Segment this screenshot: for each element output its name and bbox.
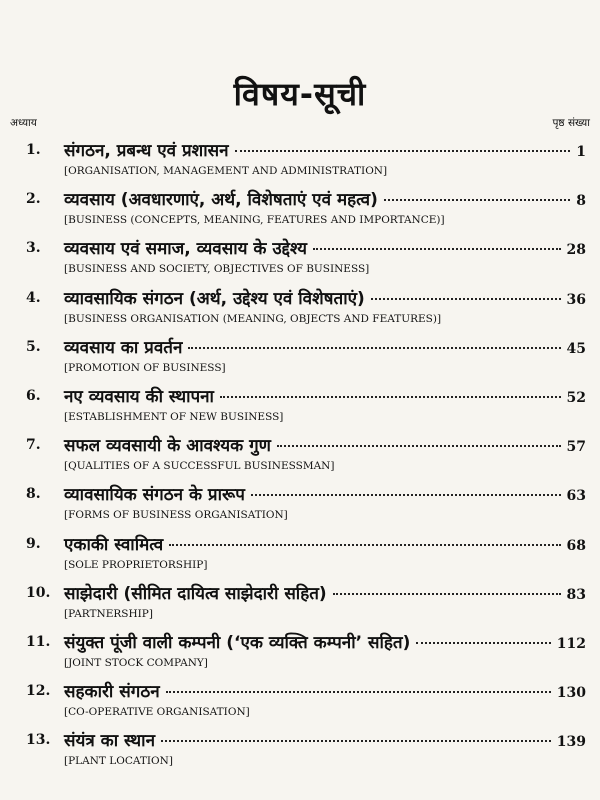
- dot-leader: [277, 445, 561, 447]
- chapter-title-english: [CO-OPERATIVE ORGANISATION]: [64, 706, 250, 719]
- chapter-number: 2.: [26, 191, 41, 208]
- chapter-title-row: [64, 433, 586, 459]
- chapter-title-row: [64, 532, 586, 558]
- toc-entry[interactable]: [0, 433, 600, 485]
- chapter-title-english: [PARTNERSHIP]: [64, 607, 153, 620]
- toc-entry[interactable]: [0, 236, 600, 288]
- chapter-page-number: 130: [556, 685, 586, 702]
- dot-leader: [161, 740, 551, 742]
- chapter-number: 11.: [26, 634, 51, 650]
- toc-entry[interactable]: [0, 335, 600, 387]
- chapter-page-number: 139: [556, 734, 586, 751]
- toc-entry[interactable]: [0, 482, 600, 534]
- chapter-number: 7.: [26, 437, 41, 454]
- chapter-page-number: 112: [556, 636, 586, 652]
- chapter-number: 13.: [26, 732, 51, 749]
- toc-entry[interactable]: [0, 581, 600, 633]
- chapter-page-number: 68: [566, 537, 586, 554]
- chapter-title-english: [PLANT LOCATION]: [64, 755, 173, 768]
- chapter-title-hindi: संगठन, प्रबन्ध एवं प्रशासन: [64, 141, 229, 161]
- chapter-title-hindi: व्यवसाय का प्रवर्तन: [64, 337, 183, 358]
- dot-leader: [251, 494, 561, 496]
- chapter-page-number: 52: [566, 390, 586, 406]
- chapter-page-number: 45: [566, 340, 586, 357]
- dot-leader: [220, 396, 561, 398]
- chapter-title-row: [64, 630, 586, 656]
- chapter-title-hindi: सफल व्यवसायी के आवश्यक गुण: [64, 436, 271, 457]
- chapter-title-row: [64, 335, 586, 361]
- chapter-title-english: [ESTABLISHMENT OF NEW BUSINESS]: [64, 411, 284, 423]
- chapter-number: 3.: [26, 240, 41, 257]
- chapter-page-number: 36: [566, 291, 586, 308]
- toc-entry[interactable]: [0, 728, 600, 780]
- chapter-title-english: [BUSINESS (CONCEPTS, MEANING, FEATURES AND IMPORTANCE)]: [64, 214, 445, 227]
- chapter-title-hindi: संयुक्त पूंजी वाली कम्पनी (‘एक व्यक्ति कम्पनी’ सहित): [64, 633, 411, 653]
- chapter-title-row: [64, 728, 586, 754]
- chapter-title-row: [64, 384, 586, 410]
- chapter-title-row: [64, 482, 586, 508]
- chapter-title-english: [PROMOTION OF BUSINESS]: [64, 361, 226, 374]
- chapter-title-english: [BUSINESS ORGANISATION (MEANING, OBJECTS AND FEATURES)]: [64, 312, 442, 325]
- chapter-number: 1.: [26, 142, 41, 158]
- toc-entry[interactable]: [0, 679, 600, 731]
- dot-leader: [169, 544, 560, 546]
- chapter-number: 4.: [26, 289, 41, 306]
- dot-leader: [313, 248, 560, 250]
- chapter-number: 9.: [26, 535, 41, 552]
- chapter-title-hindi: संयंत्र का स्थान: [64, 731, 156, 752]
- chapter-page-number: 8: [576, 193, 586, 210]
- chapter-title-row: [64, 679, 586, 705]
- dot-leader: [371, 298, 561, 300]
- toc-entry[interactable]: [0, 138, 600, 190]
- toc-entry[interactable]: [0, 532, 600, 584]
- chapter-title-hindi: सहकारी संगठन: [64, 682, 160, 703]
- chapter-title-row: [64, 581, 586, 607]
- chapter-title-row: [64, 236, 586, 262]
- chapter-title-english: [FORMS OF BUSINESS ORGANISATION]: [64, 509, 288, 522]
- chapter-title-english: [JOINT STOCK COMPANY]: [64, 657, 208, 669]
- chapter-title-hindi: व्यवसाय (अवधारणाएं, अर्थ, विशेषताएं एवं महत्व): [64, 190, 378, 211]
- chapter-title-english: [BUSINESS AND SOCIETY, OBJECTIVES OF BUSINESS]: [64, 263, 370, 276]
- chapter-page-number: 57: [566, 439, 586, 456]
- chapter-page-number: 63: [566, 488, 586, 505]
- chapter-number: 8.: [26, 486, 41, 503]
- chapter-title-row: [64, 187, 586, 213]
- chapter-column-label: अध्याय: [10, 117, 37, 129]
- chapter-title-hindi: व्यावसायिक संगठन के प्रारूप: [64, 485, 245, 506]
- chapter-title-english: [ORGANISATION, MANAGEMENT AND ADMINISTRATION]: [64, 165, 388, 177]
- chapter-page-number: 83: [566, 586, 586, 603]
- chapter-number: 5.: [26, 338, 41, 355]
- toc-entry[interactable]: [0, 630, 600, 682]
- chapter-title-hindi: साझेदारी (सीमित दायित्व साझेदारी सहित): [64, 583, 327, 604]
- chapter-title-hindi: व्यावसायिक संगठन (अर्थ, उद्देश्य एवं विशेषताएं): [64, 288, 365, 309]
- dot-leader: [416, 642, 550, 644]
- dot-leader: [166, 691, 551, 693]
- dot-leader: [188, 347, 560, 349]
- chapter-title-row: [64, 286, 586, 312]
- chapter-number: 10.: [26, 584, 51, 601]
- chapter-page-number: 1: [576, 144, 586, 160]
- chapter-title-hindi: व्यवसाय एवं समाज, व्यवसाय के उद्देश्य: [64, 239, 308, 260]
- chapter-number: 12.: [26, 683, 51, 700]
- toc-entry[interactable]: [0, 187, 600, 239]
- chapter-number: 6.: [26, 388, 41, 404]
- chapter-title-english: [SOLE PROPRIETORSHIP]: [64, 558, 208, 571]
- chapter-page-number: 28: [566, 242, 586, 259]
- chapter-title-row: [64, 138, 586, 164]
- dot-leader: [384, 199, 570, 201]
- chapter-title-english: [QUALITIES OF A SUCCESSFUL BUSINESSMAN]: [64, 460, 335, 473]
- dot-leader: [333, 593, 561, 595]
- toc-entry[interactable]: [0, 384, 600, 436]
- page-title: विषय-सूची: [233, 75, 367, 113]
- chapter-title-hindi: एकाकी स्वामित्व: [64, 534, 164, 555]
- page-number-column-label: पृष्ठ संख्या: [552, 117, 590, 129]
- toc-entry[interactable]: [0, 286, 600, 338]
- dot-leader: [235, 150, 571, 152]
- chapter-title-hindi: नए व्यवसाय की स्थापना: [64, 387, 214, 407]
